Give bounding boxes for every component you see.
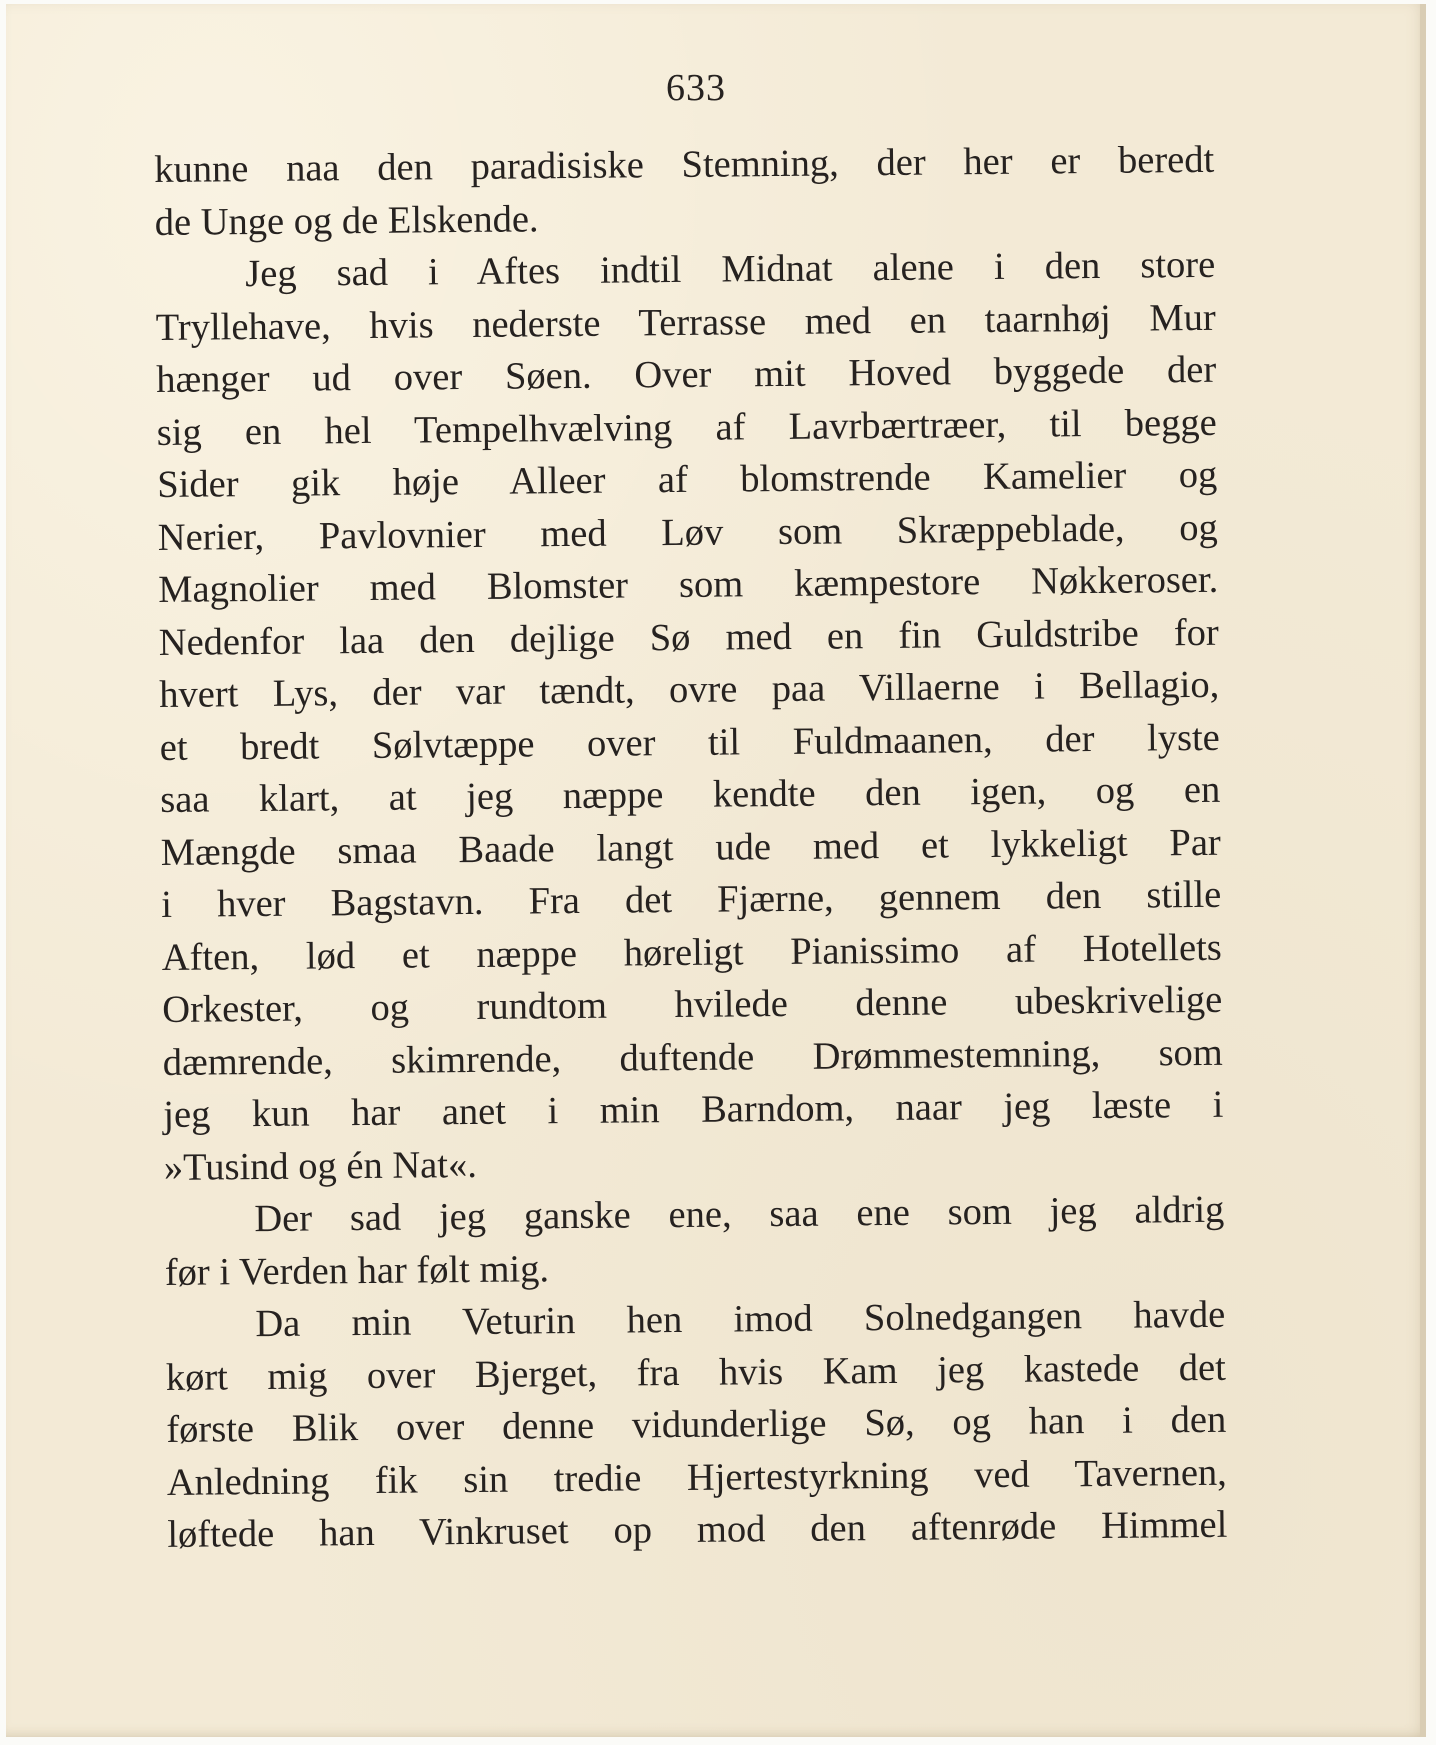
text-line: jeg kun har anet i min Barndom, naar jeg læste i xyxy=(163,1083,1224,1136)
body-text xyxy=(154,134,1228,1562)
text-line: Nerier, Pavlovnier med Løv som Skræppeblade, og xyxy=(157,506,1218,559)
text-line: hvert Lys, der var tændt, ovre paa Villaerne i Bellagio, xyxy=(159,663,1220,716)
text-line: Mængde smaa Baade langt ude med et lykkeligt Par xyxy=(160,821,1221,874)
text-line: dæmrende, skimrende, duftende Drømmestemning, som xyxy=(162,1031,1223,1084)
text-line: Da min Veturin hen imod Solnedgangen havde xyxy=(255,1293,1226,1346)
text-line: før i Verden har følt mig. xyxy=(164,1247,550,1294)
text-line: Aften, lød et næppe høreligt Pianissimo af Hotellets xyxy=(161,926,1222,979)
text-line: Magnolier med Blomster som kæmpestore Nøkkeroser. xyxy=(158,558,1219,611)
text-line: et bredt Sølvtæppe over til Fuldmaanen, der lyste xyxy=(159,716,1220,769)
text-line: kunne naa den paradisiske Stemning, der her er beredt xyxy=(154,138,1215,191)
text-line: første Blik over denne vidunderlige Sø, og han i den xyxy=(166,1398,1227,1451)
book-page xyxy=(6,4,1426,1737)
text-line: Anledning fik sin tredie Hjertestyrkning ved Tavernen, xyxy=(166,1451,1228,1504)
page-edge xyxy=(1420,4,1426,1737)
text-line: sig en hel Tempelhvælving af Lavrbærtræer, til begge xyxy=(156,401,1217,454)
text-line: Nedenfor laa den dejlige Sø med en fin Guldstribe for xyxy=(158,611,1219,664)
text-line: i hver Bagstavn. Fra det Fjærne, gennem den stille xyxy=(161,873,1222,926)
text-line: kørt mig over Bjerget, fra hvis Kam jeg kastede det xyxy=(165,1346,1226,1399)
text-line: Orkester, og rundtom hvilede denne ubeskrivelige xyxy=(162,978,1223,1031)
text-line: saa klart, at jeg næppe kendte den igen, og en xyxy=(160,768,1221,821)
page-number: 633 xyxy=(666,67,726,109)
text-line: »Tusind og én Nat«. xyxy=(163,1143,478,1189)
text-line: Jeg sad i Aftes indtil Midnat alene i den store xyxy=(245,243,1216,296)
text-line: Tryllehave, hvis nederste Terrasse med en taarnhøj Mur xyxy=(155,296,1216,349)
text-line: Sider gik høje Alleer af blomstrende Kamelier og xyxy=(157,453,1218,506)
text-line: Der sad jeg ganske ene, saa ene som jeg aldrig xyxy=(254,1188,1225,1241)
text-line: hænger ud over Søen. Over mit Hoved byggede der xyxy=(156,348,1217,401)
text-line: de Unge og de Elskende. xyxy=(154,197,539,244)
text-line: løftede han Vinkruset op mod den aftenrøde Himmel xyxy=(167,1503,1228,1556)
